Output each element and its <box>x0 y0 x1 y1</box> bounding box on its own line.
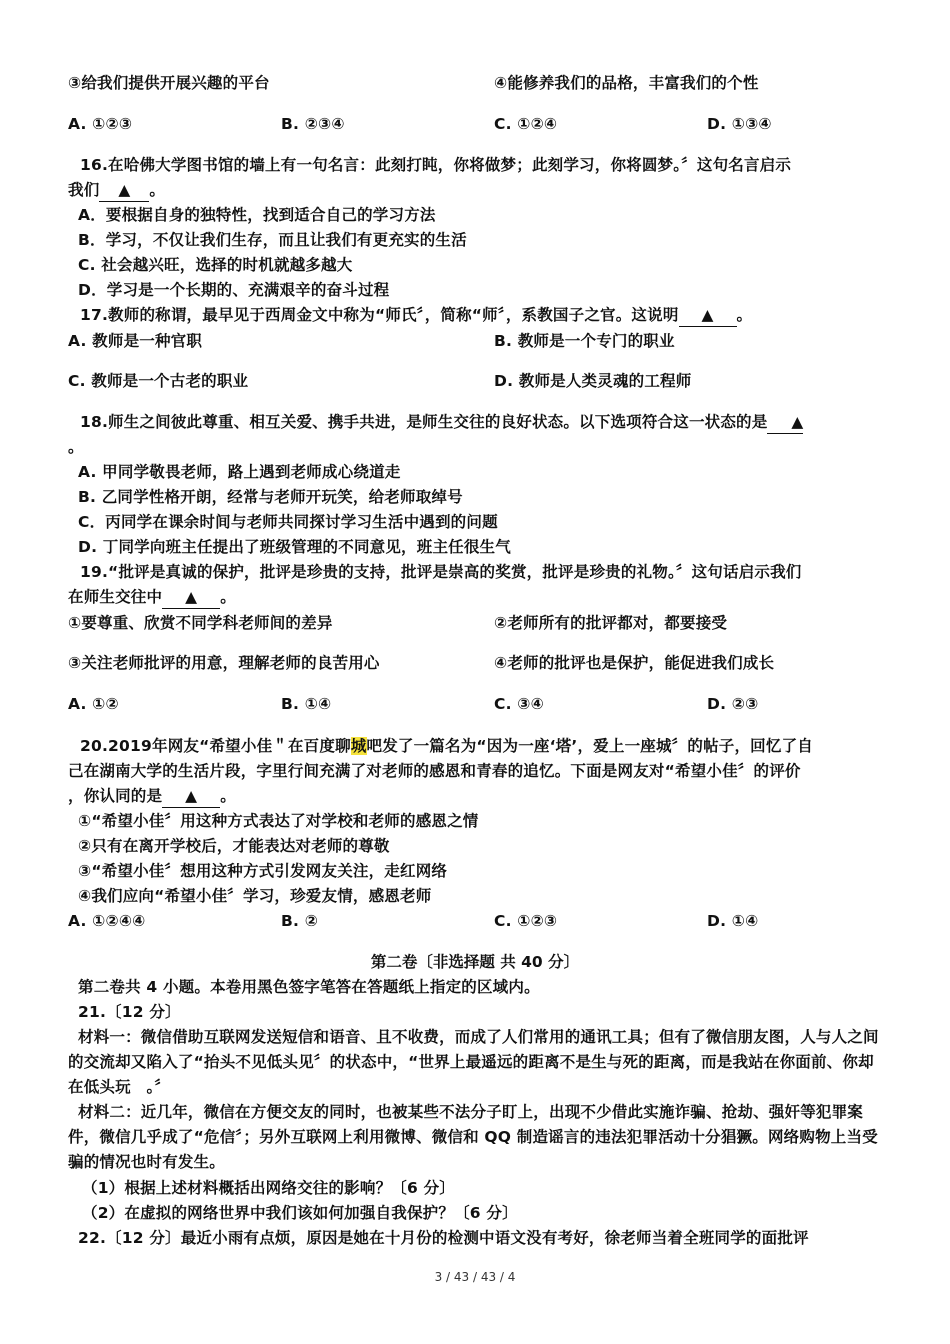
q18-option-d: D. 丁同学向班主任提出了班级管理的不同意见，班主任很生气 <box>78 538 511 556</box>
q17-answer-blank: ▲ <box>679 304 737 327</box>
q16-option-b: B．学习，不仅让我们生存，而且让我们有更充实的生活 <box>78 231 467 249</box>
q15-option-4: ④能修养我们的品格，丰富我们的个性 <box>494 74 759 92</box>
q20-choice-b: B. ② <box>281 912 319 930</box>
q20-stem-text-b: 吧发了一篇名为“因为一座‘塔’，爱上一座城〞的帖子，回忆了自 <box>366 737 813 755</box>
q17-option-c: C. 教师是一个古老的职业 <box>68 372 249 390</box>
q16-stem-line2 <box>68 179 165 202</box>
q19-choice-c: C. ③④ <box>494 695 544 713</box>
q17-option-d: D. 教师是人类灵魂的工程师 <box>494 372 692 390</box>
q16-stem-end: 。 <box>149 181 166 199</box>
q15-option-3: ③给我们提供开展兴趣的平台 <box>68 74 270 92</box>
q20-choice-a: A. ①②④④ <box>68 912 146 930</box>
q19-choice-d: D. ②③ <box>707 695 759 713</box>
q17-option-a: A. 教师是一种官职 <box>68 332 203 350</box>
q16-stem-line1: 16.在哈佛大学图书馆的墙上有一句名言：此刻打盹，你将做梦；此刻学习，你将圆梦。〞这句名言启示 <box>80 156 792 174</box>
q19-item-1: ①要尊重、欣赏不同学科老师间的差异 <box>68 614 333 632</box>
q19-choice-a: A. ①② <box>68 695 119 713</box>
q17-stem-end: 。 <box>736 306 753 324</box>
q19-choice-b: B. ①④ <box>281 695 332 713</box>
q20-answer-blank: ▲ <box>162 785 220 808</box>
q20-item-3: ③“希望小佳〞想用这种方式引发网友关注，走红网络 <box>78 862 448 880</box>
q17-stem-text: 17.教师的称谓，最早见于西周金文中称为“师氏〞，简称“师〞，系教国子之官。这说明 <box>80 306 679 324</box>
q21-subquestion-2: （2）在虚拟的网络世界中我们该如何加强自我保护？〔6 分〕 <box>82 1204 518 1222</box>
q15-choice-d: D. ①③④ <box>707 115 772 133</box>
q21-subquestion-1: （1）根据上述材料概括出网络交往的影响？〔6 分〕 <box>82 1179 455 1197</box>
q16-answer-blank: ▲ <box>99 179 149 202</box>
q19-stem-end: 。 <box>220 588 236 606</box>
q15-choice-c: C. ①②④ <box>494 115 558 133</box>
q19-stem-line2 <box>68 586 236 609</box>
q17-option-b: B. 教师是一个专门的职业 <box>494 332 675 350</box>
q18-option-a: A. 甲同学敬畏老师，路上遇到老师成心绕道走 <box>78 463 401 481</box>
q20-choice-c: C. ①②③ <box>494 912 558 930</box>
q19-answer-blank: ▲ <box>162 586 220 609</box>
q18-option-c: C．丙同学在课余时间与老师共同探讨学习生活中遇到的问题 <box>78 513 498 531</box>
q16-option-d: D．学习是一个长期的、充满艰辛的奋斗过程 <box>78 281 390 299</box>
q16-stem-text: 我们 <box>68 181 100 199</box>
q15-choice-a: A. ①②③ <box>68 115 133 133</box>
q22-stem: 22.〔12 分〕最近小雨有点烦，原因是她在十月份的检测中语文没有考好，徐老师当着全班同学的面批评 <box>78 1229 809 1247</box>
q20-choice-d: D. ①④ <box>707 912 759 930</box>
q21-heading: 21.〔12 分〕 <box>78 1003 181 1021</box>
q20-item-1: ①“希望小佳〞用这种方式表达了对学校和老师的感恩之情 <box>78 812 479 830</box>
q18-stem-text: 18.师生之间彼此尊重、相互关爱、携手共进，是师生交往的良好状态。以下选项符合这一状态的是 <box>80 413 768 431</box>
q20-stem-line1 <box>80 735 813 757</box>
part2-intro: 第二卷共 4 小题。本卷用黑色签字笔答在答题纸上指定的区域内。 <box>78 978 540 996</box>
q20-stem-line2: 己在湖南大学的生活片段，字里行间充满了对老师的感恩和青春的追忆。下面是网友对“希望小佳〞的评价 <box>68 762 801 780</box>
q20-stem-text-c: ，你认同的是 <box>68 787 163 805</box>
q20-item-2: ②只有在离开学校后，才能表达对老师的尊敬 <box>78 837 390 855</box>
q15-choice-b: B. ②③④ <box>281 115 345 133</box>
q20-stem-end: 。 <box>220 787 236 805</box>
q21-material-2: 材料二：近几年，微信在方便交友的同时，也被某些不法分子盯上，出现不少借此实施诈骗、抢劫、强奸等犯罪案件，微信几乎成了“危信〞；另外互联网上利用微博、微信和 QQ 制造谣言的违法犯罪活动十分猖獗。网络购物上当受骗的情况也时有发生。 <box>68 1103 878 1171</box>
q16-option-a: A．要根据自身的独特性，找到适合自己的学习方法 <box>78 206 436 224</box>
q20-item-4: ④我们应向“希望小佳〞学习，珍爱友情，感恩老师 <box>78 887 432 905</box>
q19-item-2: ②老师所有的批评都对，都要接受 <box>494 614 728 632</box>
q17-stem <box>80 304 752 327</box>
q20-stem-line3 <box>68 785 236 808</box>
q19-item-3: ③关注老师批评的用意，理解老师的良苦用心 <box>68 654 380 672</box>
part2-title: 第二卷〔非选择题 共 40 分〕 <box>370 953 580 971</box>
page-number: 3 / 43 / 43 / 4 <box>434 1270 516 1284</box>
q21-material-1: 材料一：微信借助互联网发送短信和语音、且不收费，而成了人们常用的通讯工具；但有了微信朋友图，人与人之间的交流却又陷入了“抬头不见低头见〞的状态中，“世界上最遥远的距离不是生与死的距离，而是我站在你面前、你却在低头玩 。〞 <box>68 1028 879 1096</box>
q19-stem-line1: 19.“批评是真诚的保护，批评是珍贵的支持，批评是崇高的奖赏，批评是珍贵的礼物。〞这句话启示我们 <box>80 563 802 581</box>
q18-option-b: B. 乙同学性格开朗，经常与老师开玩笑，给老师取绰号 <box>78 488 463 506</box>
q19-stem-text: 在师生交往中 <box>68 588 163 606</box>
q16-option-c: C. 社会越兴旺，选择的时机就越多越大 <box>78 256 353 274</box>
q20-highlight: 城 <box>350 737 367 755</box>
q20-stem-text-a: 20.2019年网友“希望小佳＂在百度聊 <box>80 737 351 755</box>
q18-answer-blank: ▲ <box>767 411 803 434</box>
q18-stem-line1 <box>80 411 803 434</box>
q19-item-4: ④老师的批评也是保护，能促进我们成长 <box>494 654 775 672</box>
q18-stem-end: 。 <box>68 438 84 456</box>
